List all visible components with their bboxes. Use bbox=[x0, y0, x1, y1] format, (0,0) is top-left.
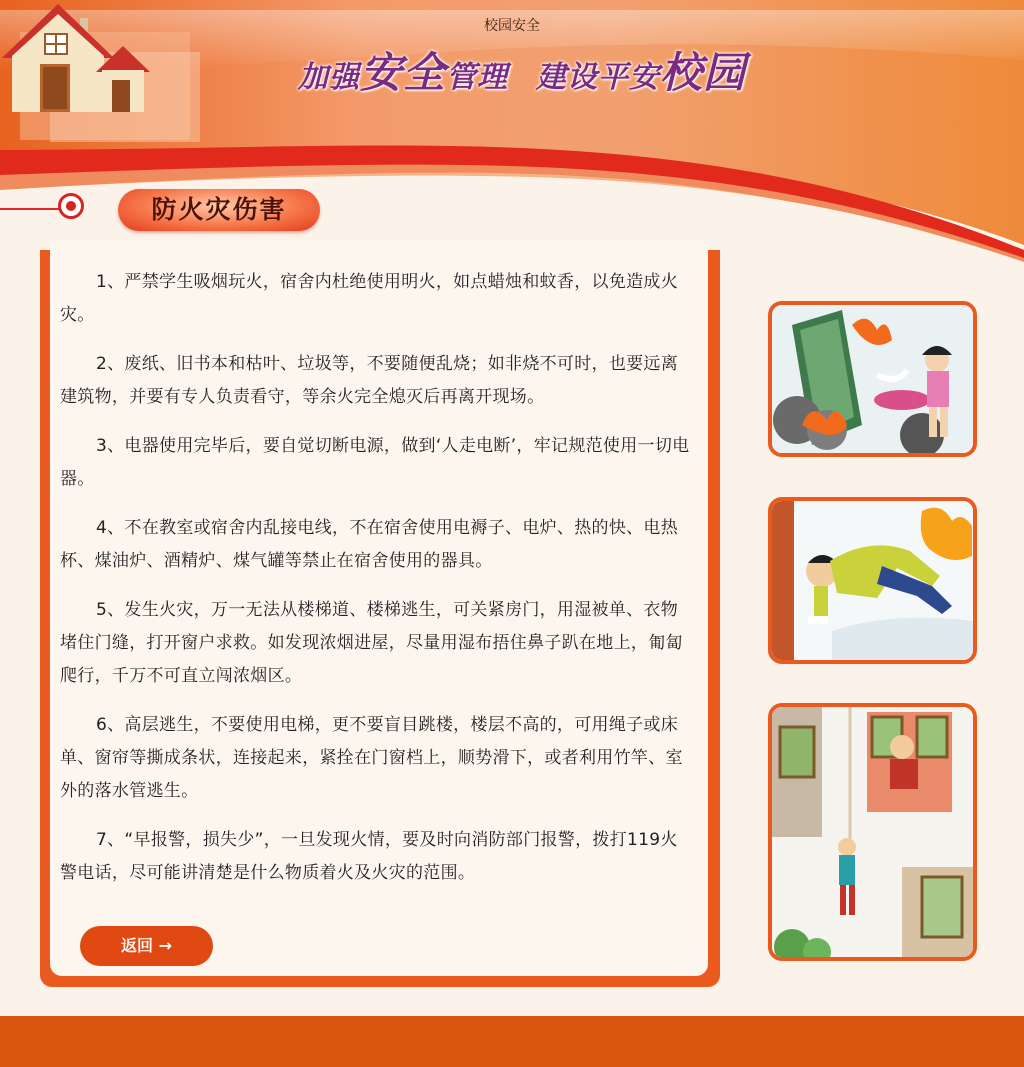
article-paragraph: 6、高层逃生，不要使用电梯，更不要盲目跳楼，楼层不高的，可用绳子或床单、窗帘等撕成条状，连接起来，紧拴在门窗档上，顺势滑下，或者利用竹竿、室外的落水管逃生。 bbox=[60, 715, 683, 801]
section-rule bbox=[0, 208, 66, 210]
article-paragraph: 2、废纸、旧书本和枯叶、垃圾等，不要随便乱烧；如非烧不可时，也要远离建筑物，并要有专人负责看守，等余火完全熄灭后再离开现场。 bbox=[60, 354, 679, 407]
rope-escape-from-window-illustration bbox=[768, 703, 977, 961]
article-paragraph: 5、发生火灾，万一无法从楼梯道、楼梯逃生，可关紧房门，用湿被单、衣物堵住门缝，打开窗户求救。如发现浓烟进屋，尽量用湿布捂住鼻子趴在地上，匍匐爬行，千万不可直立闯浓烟区。 bbox=[60, 600, 683, 686]
section-title: 防火灾伤害 bbox=[151, 195, 287, 224]
target-icon bbox=[58, 193, 84, 219]
slogan-part-emphasis: 安全 bbox=[360, 48, 447, 97]
footer-text: 校园安全 bbox=[484, 18, 540, 34]
slogan-part: 加强 bbox=[298, 60, 360, 95]
back-button[interactable]: 返回 → bbox=[80, 926, 213, 966]
article-paragraph: 7、“早报警，损失少”，一旦发现火情，要及时向消防部门报警，拨打119火警电话，尽可能讲清楚是什么物质着火及火灾的范围。 bbox=[60, 830, 678, 883]
slogan-part-emphasis: 校园 bbox=[660, 48, 747, 97]
article-paragraph: 3、电器使用完毕后，要自觉切断电源，做到‘人走电断’，牢记规范使用一切电器。 bbox=[60, 436, 690, 489]
article-paragraph: 4、不在教室或宿舍内乱接电线，不在宿舍使用电褥子、电炉、热的快、电热杯、煤油炉、酒精炉、煤气罐等禁止在宿舍使用的器具。 bbox=[60, 518, 679, 571]
article-body bbox=[60, 266, 690, 906]
article-paragraph: 1、严禁学生吸烟玩火，宿舍内杜绝使用明火，如点蜡烛和蚊香，以免造成火灾。 bbox=[60, 272, 679, 325]
footer-bar bbox=[0, 1016, 1024, 1067]
crawling-under-smoke-illustration bbox=[768, 497, 977, 664]
girl-extinguishing-fire-illustration bbox=[768, 301, 977, 457]
slogan-part: 管理 bbox=[446, 60, 509, 95]
slogan-part: 建设平安 bbox=[536, 60, 661, 95]
